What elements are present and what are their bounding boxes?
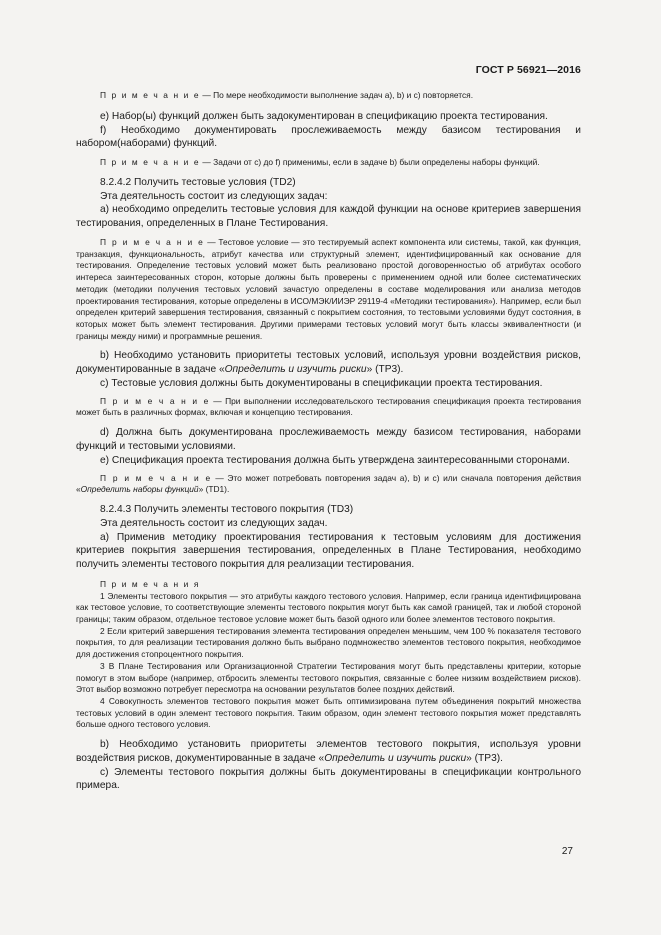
body-paragraph: a) Применив методику проектирования тестирования к тестовым условиям для достижения критериев покрытия завершения тестирования, определенных в Плане Тестирования, необходимо получить элементы тестового покрытия для реализации тестирования. (76, 531, 581, 571)
page-number: 27 (561, 846, 573, 857)
note-label: П р и м е ч а н и е (100, 472, 212, 483)
notes-heading (76, 579, 581, 591)
body-paragraph: f) Необходимо документировать прослеживаемость между базисом тестирования и набором(наборами) функций. (76, 124, 581, 150)
note-item: 3 В Плане Тестирования или Организационной Стратегии Тестирования могут быть представлены критерии, которые помогут в этом выборе (например, отбросить элементы тестового покрытия, связанные с более низким воздействием рисков). Этот выбор возможно потребует пересмотра на основании результатов более поздних действий. (76, 660, 581, 695)
body-paragraph: e) Набор(ы) функций должен быть задокументирован в спецификацию проекта тестирования. (100, 110, 548, 122)
body-paragraph: c) Тестовые условия должны быть документированы в спецификации проекта тестирования. (100, 377, 543, 389)
note-paragraph: П р и м е ч а н и е — Задачи от c) до f) применимы, если в задаче b) были определены наборы функций. (100, 157, 540, 168)
body-paragraph: a) необходимо определить тестовые условия для каждой функции на основе критериев завершения тестирования, определенных в Плане Тестирования. (76, 204, 581, 230)
body-paragraph: c) Элементы тестового покрытия должны быть документированы в спецификации контрольного примера. (76, 766, 581, 792)
body-paragraph: b) Необходимо установить приоритеты тестовых условий, используя уровни воздействия рисков, документированные в задаче «Определить и изучить риски» (TP3). (76, 350, 581, 376)
note-item: 1 Элементы тестового покрытия — это атрибуты каждого тестового условия. Например, если граница идентифицирована как тестовое условие, то соответствующие элементы тестового покрытия могут быть как самой границей, так и любой стороной границы; таким образом, отдельное тестовое условие может быть базой одного или более элементов тестового покрытия. (76, 590, 581, 624)
body-paragraph: Эта деятельность состоит из следующих задач: (100, 190, 328, 202)
note-label: П р и м е ч а н и е (100, 236, 205, 247)
body-paragraph: d) Должна быть документирована прослеживаемость между базисом тестирования, наборами функций и тестовыми условиями. (76, 427, 581, 452)
note-label: П р и м е ч а н и е (100, 90, 201, 100)
document-header: ГОСТ Р 56921—2016 (475, 64, 581, 76)
note-label: П р и м е ч а н и е (100, 395, 210, 406)
section-heading: 8.2.4.2 Получить тестовые условия (TD2) (100, 176, 296, 188)
note-paragraph: П р и м е ч а н и е — Это может потребовать повторения задач a), b) и c) или сначала повторения действия «Определить наборы функций» (TD1). (76, 472, 581, 495)
note-label: П р и м е ч а н и е (100, 157, 201, 168)
note-paragraph: П р и м е ч а н и е — Тестовое условие — это тестируемый аспект компонента или системы, такой, как функция, транзакция, функциональность, атрибут качества или структурный элемент, идентифицированный как основание для тестирования. Определение тестовых условий может быть реализовано простой договоренностью об атрибутах особого интереса заинтересованных сторон, которые должны быть проверены с применением одной или более систематических методик (методики получения тестовых условий зачастую определены в составе моделирования или анализа методов проектирования тестирования, которые определены в ИСО/МЭК/ИИЭР 29119-4 «Методики тестирования»). Например, если был определен критерий завершения тестирования, связанный с покрытием состояния, то тестовыми условиями будут состояния, в которых может быть элемент тестирования. Другими примерами тестовых условий могут быть классы эквивалентности (и границы между ними) и программные решения. (76, 236, 581, 341)
note-paragraph: П р и м е ч а н и е — По мере необходимости выполнение задач a), b) и c) повторяется. (100, 90, 474, 100)
body-paragraph: Эта деятельность состоит из следующих задач. (100, 517, 328, 529)
note-paragraph: П р и м е ч а н и е — При выполнении исследовательского тестирования спецификация проекта тестирования может быть в различных формах, включая и концепцию тестирования. (76, 395, 581, 418)
note-item: 2 Если критерий завершения тестирования элемента тестирования определен меньшим, чем 100 % показателя тестового покрытия, то для реализации тестирования должно быть выбрано подмножество элементов тестового покрытия, необходимое для достижения стопроцентного покрытия. (76, 625, 581, 660)
note-item: 4 Совокупность элементов тестового покрытия может быть оптимизирована путем объединения покрытий множества тестовых условий в один элемент тестового покрытия. Таким образом, один элемент тестового покрытия может представлять больше одного тестового условия. (76, 695, 581, 730)
section-heading: 8.2.4.3 Получить элементы тестового покрытия (TD3) (100, 503, 354, 515)
body-paragraph: e) Спецификация проекта тестирования должна быть утверждена заинтересованными сторонами. (100, 454, 570, 466)
document-body (76, 90, 581, 793)
body-paragraph: b) Необходимо установить приоритеты элементов тестового покрытия, используя уровни воздействия рисков, документированные в задаче «Определить и изучить риски» (TP3). (76, 739, 581, 764)
notes-label: П р и м е ч а н и я (100, 578, 200, 589)
